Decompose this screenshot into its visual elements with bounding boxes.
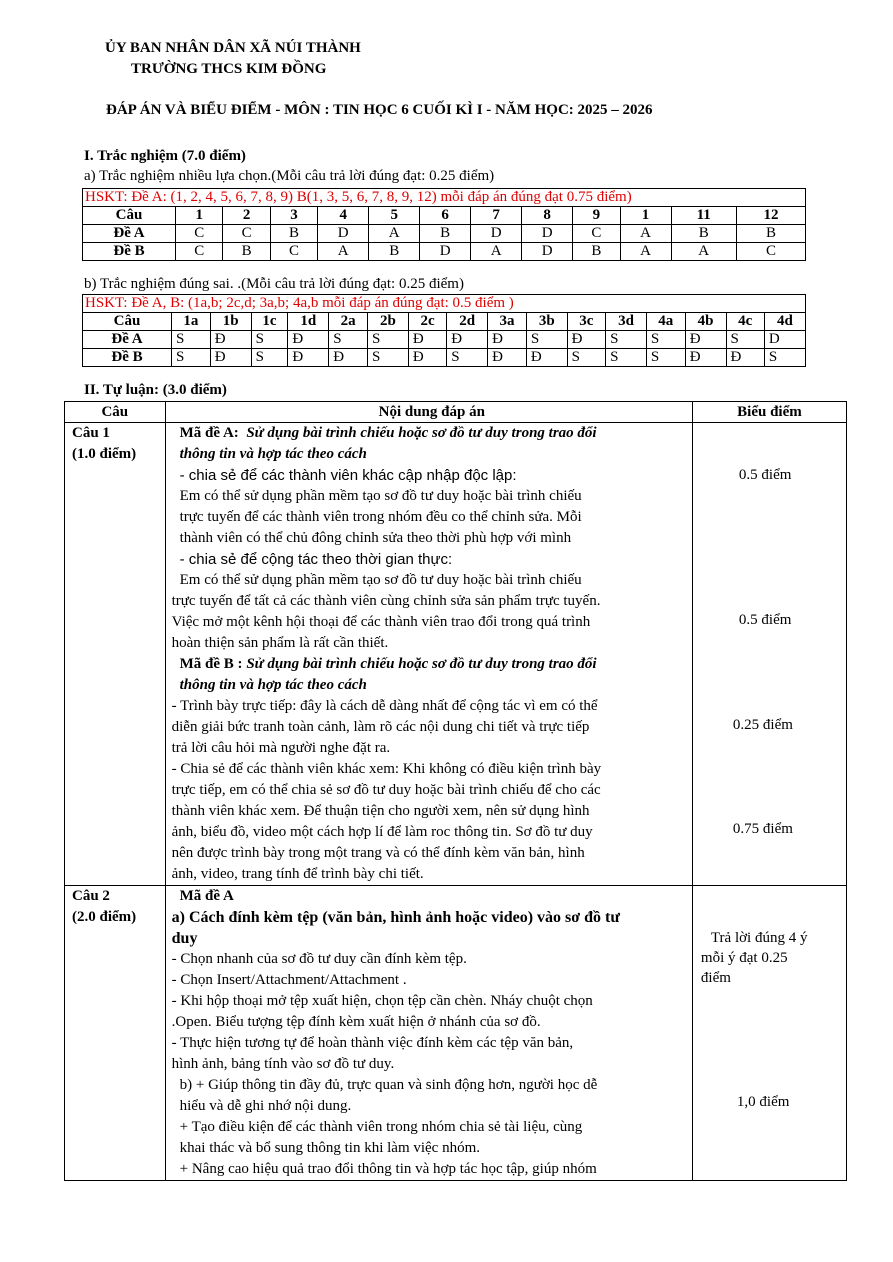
table-cell: 8 (522, 207, 573, 225)
table-cell: A (671, 243, 736, 261)
answer-text: thành viên khác xem. Để thuận tiện cho người xem, nên sử dụng hình (171, 803, 590, 819)
table-cell: 9 (573, 207, 620, 225)
answer-point: - chia sẻ để các thành viên khác cập nhập độc lập: (179, 467, 517, 484)
table-cell: B (671, 225, 736, 243)
question-label-cell (65, 423, 166, 886)
answer-text: Em có thể sử dụng phần mềm tạo sơ đồ tư duy hoặc bài trình chiếu (179, 488, 582, 504)
table-cell: C (223, 225, 270, 243)
answer-content-cell (165, 886, 692, 1181)
answer-text: khai thác và bổ sung thông tin khi làm việc nhóm. (179, 1140, 481, 1156)
table-cell: 1 (176, 207, 223, 225)
answer-point: - chia sẻ để cộng tác theo thời gian thực: (179, 551, 453, 568)
table-cell: S (172, 349, 211, 367)
table-cell: B (420, 225, 471, 243)
answer-text: nên được trình bày trong một trang và có thể đính kèm văn bản, hình (171, 845, 585, 861)
table-cell: 6 (420, 207, 471, 225)
org-name: ỦY BAN NHÂN DÂN XÃ NÚI THÀNH (105, 40, 361, 56)
table-cell: S (368, 349, 409, 367)
code-b-topic: Sử dụng bài trình chiếu hoặc sơ đồ tư duy trong trao đổi (246, 656, 597, 672)
table-cell: Đ (526, 349, 567, 367)
essay-table (64, 401, 847, 1181)
table-cell: S (567, 349, 605, 367)
score: 0.75 điểm (732, 821, 793, 837)
table-cell: 3b (526, 313, 567, 331)
table-cell: A (620, 243, 671, 261)
table-cell: D (522, 225, 573, 243)
table-cell: S (606, 349, 647, 367)
part1-heading: I. Trắc nghiệm (7.0 điểm) (84, 148, 246, 164)
table-cell: Đ (685, 349, 726, 367)
table-row (65, 423, 847, 886)
table-cell: Câu (83, 313, 172, 331)
part2-heading: II. Tự luận: (3.0 điểm) (84, 382, 227, 398)
answer-text: hoàn thiện sản phẩm là rất cần thiết. (171, 635, 389, 651)
table-cell: 4c (726, 313, 764, 331)
table-header-row (83, 313, 806, 331)
table-header-row (65, 402, 847, 423)
table-cell: Đ (210, 349, 251, 367)
table-cell: A (620, 225, 671, 243)
table-cell: S (764, 349, 805, 367)
table-cell: Đ (210, 331, 251, 349)
score: mỗi ý đạt 0.25 (700, 950, 788, 966)
answer-text: - Trình bày trực tiếp: đây là cách dễ dàng nhất để cộng tác vì em có thể (171, 698, 598, 714)
score: điểm (700, 970, 731, 986)
code-label: Mã đề A (179, 888, 234, 904)
answer-text: + Nâng cao hiệu quả trao đổi thông tin và hợp tác học tập, giúp nhóm (179, 1161, 597, 1177)
page-title: ĐÁP ÁN VÀ BIỂU ĐIỂM - MÔN : TIN HỌC 6 CUỐI KÌ I - NĂM HỌC: 2025 – 2026 (106, 102, 653, 118)
answer-text: - Chọn Insert/Attachment/Attachment . (171, 972, 407, 988)
table-cell: Đ (329, 349, 368, 367)
answer-text: ảnh, video, trang tính để trình bày chi tiết. (171, 866, 424, 882)
table-cell: A (471, 243, 522, 261)
table-cell: Đ (488, 331, 527, 349)
answer-text: trả lời câu hỏi mà người nghe đặt ra. (171, 740, 391, 756)
table-cell: Đề A (83, 225, 176, 243)
school-name: TRƯỜNG THCS KIM ĐỒNG (131, 61, 327, 77)
answer-text: Em có thể sử dụng phần mềm tạo sơ đồ tư duy hoặc bài trình chiếu (179, 572, 582, 588)
table-cell: Đề A (83, 331, 172, 349)
table-row (83, 349, 806, 367)
table-cell: Đ (567, 331, 605, 349)
answer-text: - Khi hộp thoại mở tệp xuất hiện, chọn tệp cần chèn. Nháy chuột chọn (171, 993, 593, 1009)
table-cell: S (329, 331, 368, 349)
answer-heading: duy (171, 930, 198, 947)
answer-text: .Open. Biểu tượng tệp đính kèm xuất hiện ở nhánh của sơ đồ. (171, 1014, 541, 1030)
question-label: Câu 2 (72, 888, 110, 904)
table-cell: 2b (368, 313, 409, 331)
table-cell: C (176, 243, 223, 261)
table-cell: S (646, 349, 685, 367)
table-cell: S (368, 331, 409, 349)
table-cell: 5 (369, 207, 420, 225)
answer-text: trực tuyến để tất cả các thành viên cùng chỉnh sửa sản phẩm trực tuyến. (171, 593, 601, 609)
table-cell: C (270, 243, 317, 261)
table-row (83, 225, 806, 243)
table-cell: D (471, 225, 522, 243)
table-cell: S (251, 331, 288, 349)
code-b-label: Mã đề B : (179, 656, 243, 672)
table-cell: Biểu điểm (692, 402, 846, 423)
answer-text: - Chia sẻ để các thành viên khác xem: Khi không có điều kiện trình bày (171, 761, 602, 777)
table-cell: 2a (329, 313, 368, 331)
table-cell: Đ (685, 331, 726, 349)
score-cell (692, 886, 846, 1181)
code-a-label: Mã đề A: (179, 425, 239, 441)
part1a-label: a) Trắc nghiệm nhiều lựa chọn.(Mỗi câu trả lời đúng đạt: 0.25 điểm) (84, 168, 495, 184)
score: Trả lời đúng 4 ý (710, 930, 808, 946)
answer-text: - Thực hiện tương tự để hoàn thành việc đính kèm các tệp văn bản, (171, 1035, 574, 1051)
answer-text: hình ảnh, bảng tính vào sơ đồ tư duy. (171, 1056, 395, 1072)
table-cell: 4b (685, 313, 726, 331)
table-cell: Đ (447, 331, 488, 349)
table-cell: A (369, 225, 420, 243)
table-cell: 7 (471, 207, 522, 225)
table-cell: S (251, 349, 288, 367)
table-cell: S (526, 331, 567, 349)
table-cell: 4a (646, 313, 685, 331)
table-cell: 3 (270, 207, 317, 225)
table-cell: D (318, 225, 369, 243)
table-cell: D (522, 243, 573, 261)
table-cell: S (447, 349, 488, 367)
answer-text: trực tiếp, em có thể chia sẻ sơ đồ tư duy hoặc bài trình chiếu để cho các (171, 782, 601, 798)
table-cell: 1 (620, 207, 671, 225)
table-cell: B (736, 225, 805, 243)
answer-text: thành viên có thể chủ đông chỉnh sửa theo thời phù hợp với mình (179, 530, 572, 546)
table-cell: B (223, 243, 270, 261)
answer-text: b) + Giúp thông tin đầy đủ, trực quan và sinh động hơn, người học dễ (179, 1077, 598, 1093)
true-false-table (82, 294, 806, 367)
table-cell: 3a (488, 313, 527, 331)
table-cell: D (764, 331, 805, 349)
answer-text: ảnh, biểu đồ, video một cách hợp lí để làm roc thông tin. Sơ đồ tư duy (171, 824, 593, 840)
table-cell: C (573, 225, 620, 243)
question-label-cell (65, 886, 166, 1181)
table-cell: S (172, 331, 211, 349)
table-cell: Câu (83, 207, 176, 225)
code-a-topic: Sử dụng bài trình chiếu hoặc sơ đồ tư duy trong trao đổi (246, 425, 597, 441)
table-cell: 1d (288, 313, 329, 331)
answer-text: - Chọn nhanh của sơ đồ tư duy cần đính kèm tệp. (171, 951, 467, 967)
table-cell: 4d (764, 313, 805, 331)
table-cell: S (726, 331, 764, 349)
answer-text: Việc mở một kênh hội thoại để các thành viên trao đổi trong quá trình (171, 614, 591, 630)
answer-text: trực tuyến để các thành viên trong nhóm đều co thể chỉnh sửa. Mỗi (179, 509, 582, 525)
table-row (83, 243, 806, 261)
table-cell: 3c (567, 313, 605, 331)
table-cell: Đ (408, 331, 446, 349)
code-b-topic-cont: thông tin và hợp tác theo cách (179, 677, 367, 693)
table-cell: Đ (488, 349, 527, 367)
score-cell (692, 423, 846, 886)
table-cell: Nội dung đáp án (165, 402, 692, 423)
table-cell: Câu (65, 402, 166, 423)
question-points: (2.0 điểm) (72, 909, 137, 925)
table-cell: 1a (172, 313, 211, 331)
table-cell: 12 (736, 207, 805, 225)
table-cell: Đề B (83, 243, 176, 261)
table-cell: 4 (318, 207, 369, 225)
table-cell: C (736, 243, 805, 261)
special-needs-note-b: HSKT: Đề A, B: (1a,b; 2c,d; 3a,b; 4a,b mỗi đáp án đúng đạt: 0.5 điểm ) (83, 295, 806, 313)
table-cell: 11 (671, 207, 736, 225)
table-cell: 2c (408, 313, 446, 331)
table-cell: Đề B (83, 349, 172, 367)
table-header-row (83, 207, 806, 225)
table-cell: B (369, 243, 420, 261)
table-cell: 1c (251, 313, 288, 331)
table-row (83, 331, 806, 349)
table-cell: 3d (606, 313, 647, 331)
answer-content-cell (165, 423, 692, 886)
table-row (65, 886, 847, 1181)
special-needs-note-a: HSKT: Đề A: (1, 2, 4, 5, 6, 7, 8, 9) B(1, 3, 5, 6, 7, 8, 9, 12) mỗi đáp án đúng đạt 0.75 điểm) (83, 189, 806, 207)
multiple-choice-table (82, 188, 806, 261)
table-cell: S (646, 331, 685, 349)
answer-text: hiểu và dễ ghi nhớ nội dung. (179, 1098, 352, 1114)
table-cell: B (270, 225, 317, 243)
table-cell: Đ (408, 349, 446, 367)
table-cell: 1b (210, 313, 251, 331)
table-cell: Đ (288, 331, 329, 349)
code-a-topic-cont: thông tin và hợp tác theo cách (179, 446, 367, 462)
score: 0.25 điểm (732, 717, 793, 733)
table-cell: D (420, 243, 471, 261)
table-cell: C (176, 225, 223, 243)
table-cell: A (318, 243, 369, 261)
table-cell: 2 (223, 207, 270, 225)
question-points: (1.0 điểm) (72, 446, 137, 462)
answer-text: + Tạo điều kiện để các thành viên trong nhóm chia sẻ tài liệu, cùng (179, 1119, 583, 1135)
score: 0.5 điểm (738, 612, 792, 628)
table-cell: Đ (288, 349, 329, 367)
answer-heading: a) Cách đính kèm tệp (văn bản, hình ảnh hoặc video) vào sơ đồ tư (171, 909, 620, 926)
table-cell: Đ (726, 349, 764, 367)
question-label: Câu 1 (72, 425, 110, 441)
score: 0.5 điểm (738, 467, 792, 483)
part1b-label: b) Trắc nghiệm đúng sai. .(Mỗi câu trả lời đúng đạt: 0.25 điểm) (84, 276, 464, 292)
table-cell: S (606, 331, 647, 349)
table-cell: 2d (447, 313, 488, 331)
answer-text: diễn giải bức tranh toàn cảnh, làm rõ các nội dung chi tiết và trực tiếp (171, 719, 590, 735)
score: 1,0 điểm (736, 1094, 790, 1110)
table-cell: B (573, 243, 620, 261)
